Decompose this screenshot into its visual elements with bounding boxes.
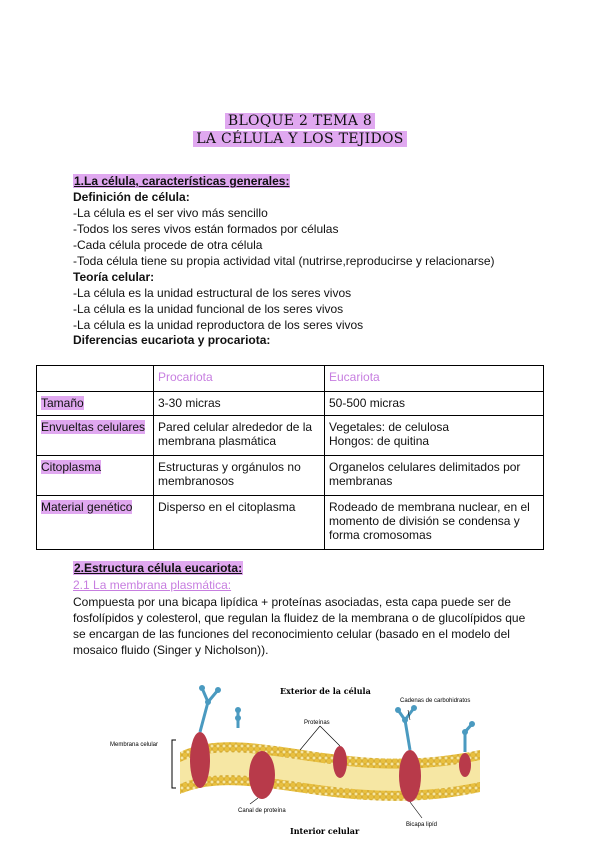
table-cell: Pared celular alrededor de la membrana plasmática [154, 416, 325, 456]
membrane-illustration [110, 680, 490, 840]
label-cadenas: Cadenas de carbohidratos [400, 698, 471, 704]
theory-item: -La célula es la unidad estructural de los seres vivos [73, 286, 352, 300]
table-cell: Rodeado de membrana nuclear, en el momento de división se condensa y forma cromosomas [325, 496, 544, 550]
table-row [37, 392, 544, 416]
membrane-bracket [172, 740, 176, 788]
table-cell: Estructuras y orgánulos no membranosos [154, 456, 325, 496]
title-line-2: LA CÉLULA Y LOS TEJIDOS [193, 131, 406, 147]
table-cell: Organelos celulares delimitados por membranas [325, 456, 544, 496]
row-label-text: Citoplasma [41, 460, 102, 474]
protein [190, 732, 210, 788]
label-proteinas: Proteínas [304, 720, 330, 726]
label-interior: Interior celular [290, 826, 360, 836]
row-label [37, 456, 154, 496]
title-block [0, 112, 600, 148]
theory-item: -La célula es la unidad reproductora de los seres vivos [73, 318, 364, 332]
section1-heading: 1.La célula, características generales: [74, 174, 290, 188]
membrane-diagram [110, 680, 490, 840]
section2-heading: 2.Estructura célula eucariota: [74, 561, 243, 575]
differences-title: Diferencias eucariota y procariota: [73, 333, 271, 347]
table-cell: Disperso en el citoplasma [154, 496, 325, 550]
comparison-table [36, 365, 544, 550]
definition-item: -Cada célula procede de otra célula [73, 238, 263, 252]
table-cell: Vegetales: de celulosa Hongos: de quitina [325, 416, 544, 456]
membrane-paragraph: Compuesta por una bicapa lipídica + proteínas asociadas, esta capa puede ser de fosfolípidos y colesterol, que regulan la fluidez de la membrana o de glucolípidos que se encargan de las funciones del reconocimiento celular (basado en el modelo del mosaico fluido (Singer y Nicholson)). [73, 595, 526, 657]
row-label [37, 416, 154, 456]
table-header-cell: Procariota [154, 366, 325, 392]
label-canal: Canal de proteína [238, 808, 286, 814]
table-header-cell: Eucariota [325, 366, 544, 392]
protein [459, 753, 471, 777]
table-cell: 50-500 micras [325, 392, 544, 416]
row-label-text: Material genético [41, 500, 133, 514]
table-row [37, 456, 544, 496]
protein-channel [249, 751, 275, 799]
label-membrana: Membrana celular [110, 742, 159, 748]
row-label [37, 496, 154, 550]
row-label-text: Tamaño [41, 396, 84, 410]
theory-item: -La célula es la unidad funcional de los seres vivos [73, 302, 344, 316]
table-row [37, 416, 544, 456]
table-cell: 3-30 micras [154, 392, 325, 416]
label-exterior: Exterior de la célula [280, 686, 371, 696]
table-row [37, 496, 544, 550]
protein [333, 746, 347, 778]
definition-title: Definición de célula: [73, 190, 190, 204]
subsection-heading: 2.1 La membrana plasmática: [73, 578, 232, 592]
row-label [37, 392, 154, 416]
label-bicapa: Bicapa lipíd [406, 822, 438, 828]
title-line-1: BLOQUE 2 TEMA 8 [225, 113, 375, 129]
definition-item: -Todos los seres vivos están formados por células [73, 222, 339, 236]
definition-item: -La célula es el ser vivo más sencillo [73, 206, 268, 220]
table-header-row [37, 366, 544, 392]
table-header-cell [37, 366, 154, 392]
theory-title: Teoría celular: [73, 270, 155, 284]
row-label-text: Envueltas celulares [41, 420, 146, 434]
definition-item: -Toda célula tiene su propia actividad vital (nutrirse,reproducirse y relacionarse) [73, 254, 495, 268]
protein [399, 750, 421, 802]
